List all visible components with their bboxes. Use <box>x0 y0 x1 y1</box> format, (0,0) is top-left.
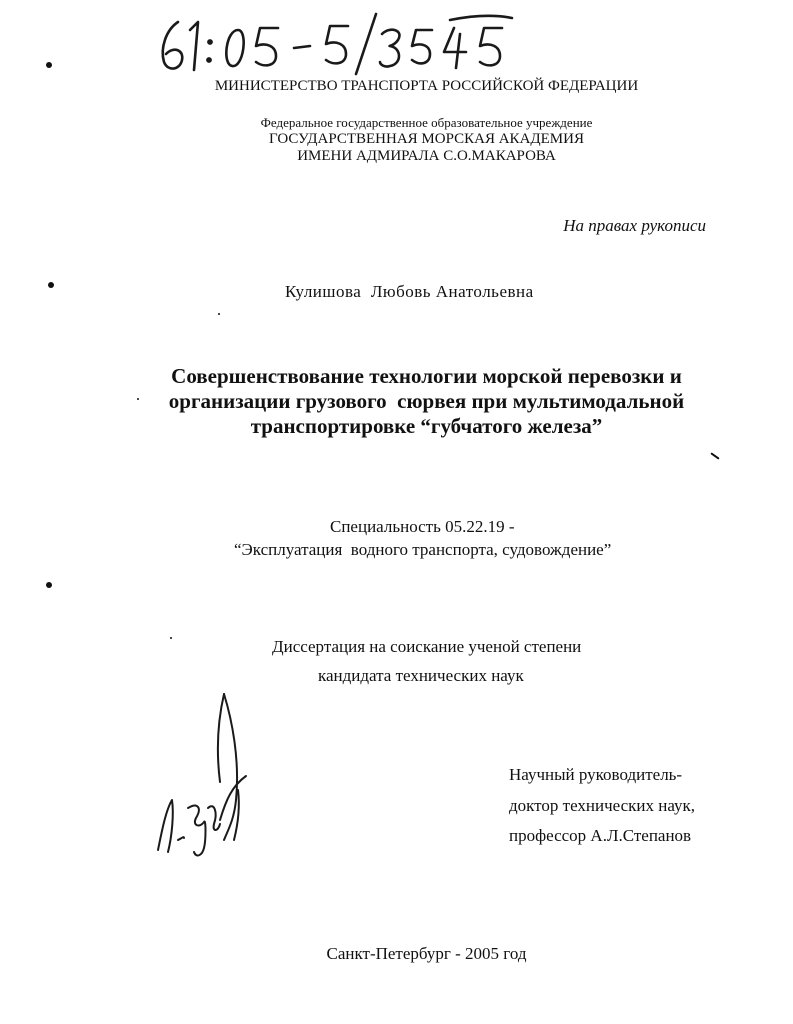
specialty-name: “Эксплуатация водного транспорта, судовождение” <box>234 540 612 559</box>
specialty-code: Специальность 05.22.19 - <box>330 517 515 536</box>
supervisor-degree: доктор технических наук, <box>509 796 696 815</box>
margin-dot <box>710 452 719 459</box>
margin-dot <box>46 62 52 68</box>
degree-line2: кандидата технических наук <box>318 666 524 685</box>
margin-dot <box>46 582 52 588</box>
margin-dot <box>48 282 54 288</box>
dissertation-title-line2: организации грузового сюрвея при мультимодальной <box>168 389 685 413</box>
dissertation-title-line1: Совершенствование технологии морской перевозки и <box>171 364 682 388</box>
institution-type: Федеральное государственное образовательное учреждение <box>260 115 593 130</box>
institution-name-line2: ИМЕНИ АДМИРАЛА С.О.МАКАРОВА <box>297 148 556 164</box>
margin-dot <box>218 313 220 315</box>
handwritten-archive-code <box>150 8 530 78</box>
degree-line1: Диссертация на соискание ученой степени <box>272 637 582 656</box>
institution-name-line1: ГОСУДАРСТВЕННАЯ МОРСКАЯ АКАДЕМИЯ <box>269 131 584 147</box>
ministry-name: МИНИСТЕРСТВО ТРАНСПОРТА РОССИЙСКОЙ ФЕДЕРАЦИИ <box>214 78 639 94</box>
manuscript-rights-note: На правах рукописи <box>563 216 706 235</box>
dissertation-title-line3: транспортировке “губчатого железа” <box>250 414 603 438</box>
city-and-year: Санкт-Петербург - 2005 год <box>326 944 527 963</box>
supervisor-name: профессор А.Л.Степанов <box>509 826 692 845</box>
author-name: Кулишова Любовь Анатольевна <box>285 282 534 301</box>
supervisor-role: Научный руководитель- <box>509 765 683 784</box>
handwritten-signature <box>148 690 258 865</box>
margin-dot <box>170 637 172 639</box>
